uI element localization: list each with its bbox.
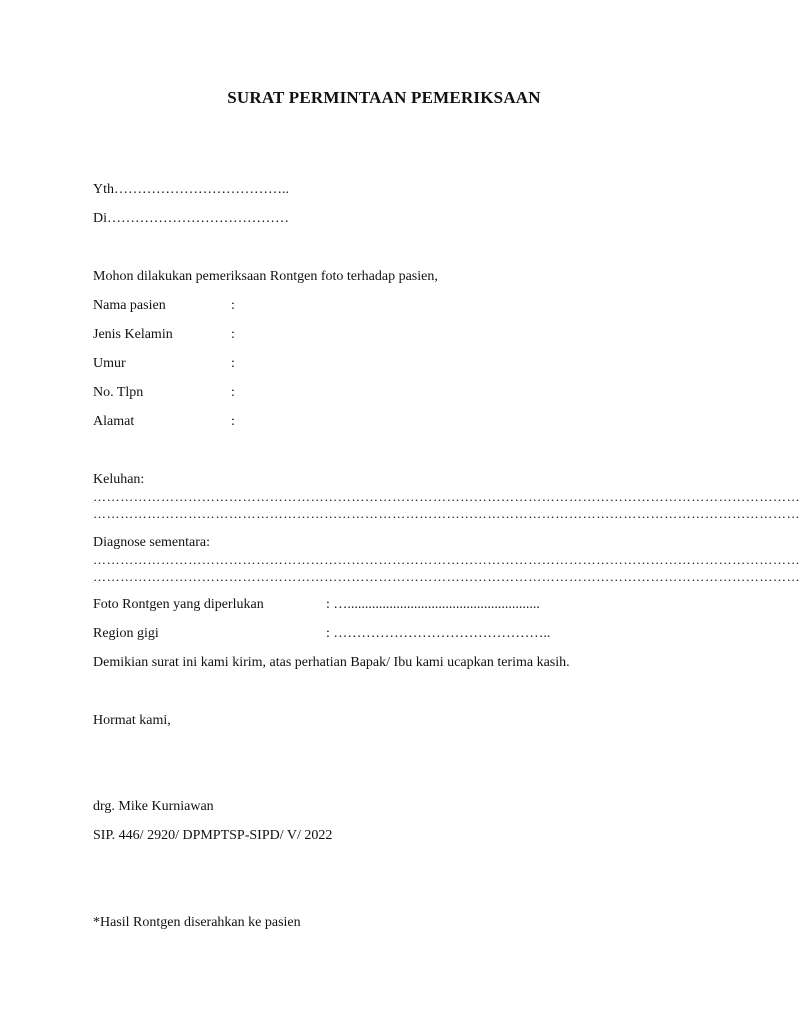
field-label-no-tlpn: No. Tlpn — [93, 385, 144, 400]
field-colon-umur: : — [231, 356, 235, 371]
region-gigi-value: : ……………………………………….. — [326, 626, 551, 641]
regards-text: Hormat kami, — [93, 713, 171, 728]
intro-text: Mohon dilakukan pemeriksaan Rontgen foto terhadap pasien, — [93, 269, 438, 284]
diagnose-dotted-line-2: ………………………………………………………………………………………………………………………………………… — [93, 569, 800, 584]
field-label-umur: Umur — [93, 356, 126, 371]
recipient-yth: Yth……………………………….. — [93, 182, 289, 197]
footnote: *Hasil Rontgen diserahkan ke pasien — [93, 915, 301, 930]
closing-text: Demikian surat ini kami kirim, atas perhatian Bapak/ Ibu kami ucapkan terima kasih. — [93, 655, 570, 670]
field-colon-no-tlpn: : — [231, 385, 235, 400]
field-label-jenis-kelamin: Jenis Kelamin — [93, 327, 173, 342]
field-colon-jenis-kelamin: : — [231, 327, 235, 342]
recipient-di: Di………………………………… — [93, 211, 289, 226]
field-colon-nama-pasien: : — [231, 298, 235, 313]
document-title: SURAT PERMINTAAN PEMERIKSAAN — [227, 88, 541, 107]
foto-rontgen-label: Foto Rontgen yang diperlukan — [93, 597, 264, 612]
keluhan-dotted-line-2: ………………………………………………………………………………………………………………………………………… — [93, 506, 800, 521]
signer-sip: SIP. 446/ 2920/ DPMPTSP-SIPD/ V/ 2022 — [93, 828, 333, 843]
field-colon-alamat: : — [231, 414, 235, 429]
region-gigi-label: Region gigi — [93, 626, 159, 641]
signer-name: drg. Mike Kurniawan — [93, 799, 214, 814]
diagnose-dotted-line-1: ………………………………………………………………………………………………………………………………………… — [93, 552, 800, 567]
keluhan-dotted-line-1: ………………………………………………………………………………………………………………………………………… — [93, 489, 800, 504]
diagnose-label: Diagnose sementara: — [93, 535, 211, 550]
foto-rontgen-value: : …....................................................... — [326, 597, 540, 612]
field-label-alamat: Alamat — [93, 414, 135, 429]
field-label-nama-pasien: Nama pasien — [93, 298, 166, 313]
keluhan-label: Keluhan: — [93, 472, 145, 487]
